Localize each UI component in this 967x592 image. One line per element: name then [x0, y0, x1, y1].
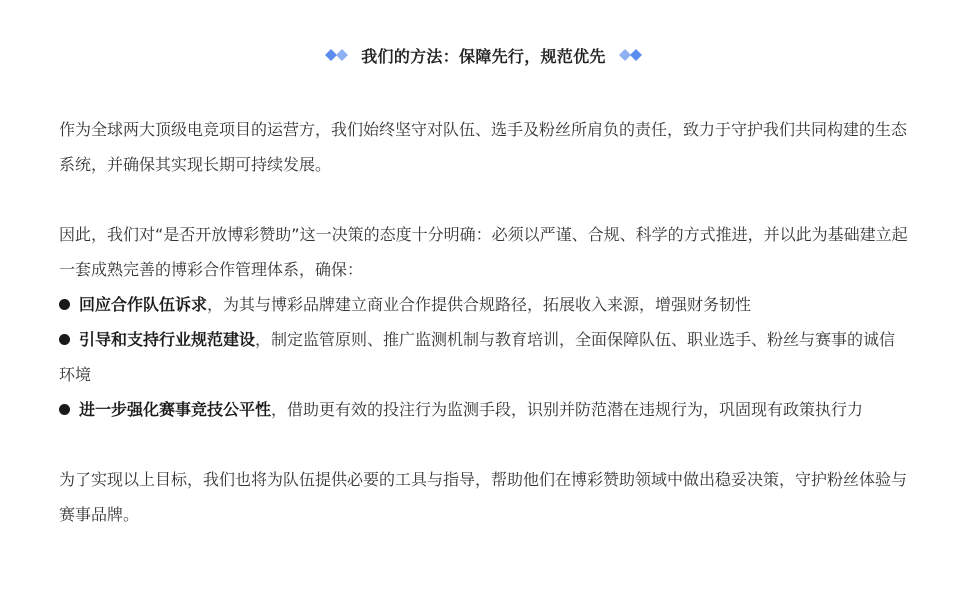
conclusion-paragraph: 为了实现以上目标，我们也将为队伍提供必要的工具与指导，帮助他们在博彩赞助领域中做出稳妥决策，守护粉丝体验与赛事品牌。	[59, 470, 908, 524]
bullet-title: 进一步强化赛事竞技公平性	[79, 400, 272, 419]
intro-paragraph: 作为全球两大顶级电竞项目的运营方，我们始终坚守对队伍、选手及粉丝所肩负的责任，致力于守护我们共同构建的生态系统，并确保其实现长期可持续发展。	[59, 120, 908, 174]
bullet-title: 回应合作队伍诉求	[79, 295, 208, 314]
section-heading	[0, 40, 967, 70]
bullet-text: ，为其与博彩品牌建立商业合作提供合规路径，拓展收入来源，增强财务韧性	[207, 295, 752, 314]
diamond-left-icon	[325, 48, 351, 62]
article-body	[59, 112, 909, 532]
section-title: 我们的方法：保障先行，规范优先	[361, 46, 606, 66]
paragraph-spacer	[59, 427, 909, 462]
bullet-text: ，制定监管原则、推广监测机制与教育培训，全面保障队伍、职业选手、粉丝与赛事的诚信环境	[59, 330, 896, 384]
paragraph-spacer	[59, 182, 909, 217]
bullet-dot-icon	[59, 404, 70, 415]
bullet-title: 引导和支持行业规范建设	[79, 330, 256, 349]
bullet-dot-icon	[59, 299, 70, 310]
diamond-right-icon	[616, 48, 642, 62]
bullet-item	[59, 392, 909, 427]
bullet-dot-icon	[59, 334, 70, 345]
bullet-text: ，借助更有效的投注行为监测手段，识别并防范潜在违规行为，巩固现有政策执行力	[271, 400, 864, 419]
bullet-item	[59, 287, 909, 322]
stance-paragraph: 因此，我们对“是否开放博彩赞助”这一决策的态度十分明确：必须以严谨、合规、科学的方式推进，并以此为基础建立起一套成熟完善的博彩合作管理体系，确保：	[59, 225, 908, 279]
bullet-item	[59, 322, 909, 392]
